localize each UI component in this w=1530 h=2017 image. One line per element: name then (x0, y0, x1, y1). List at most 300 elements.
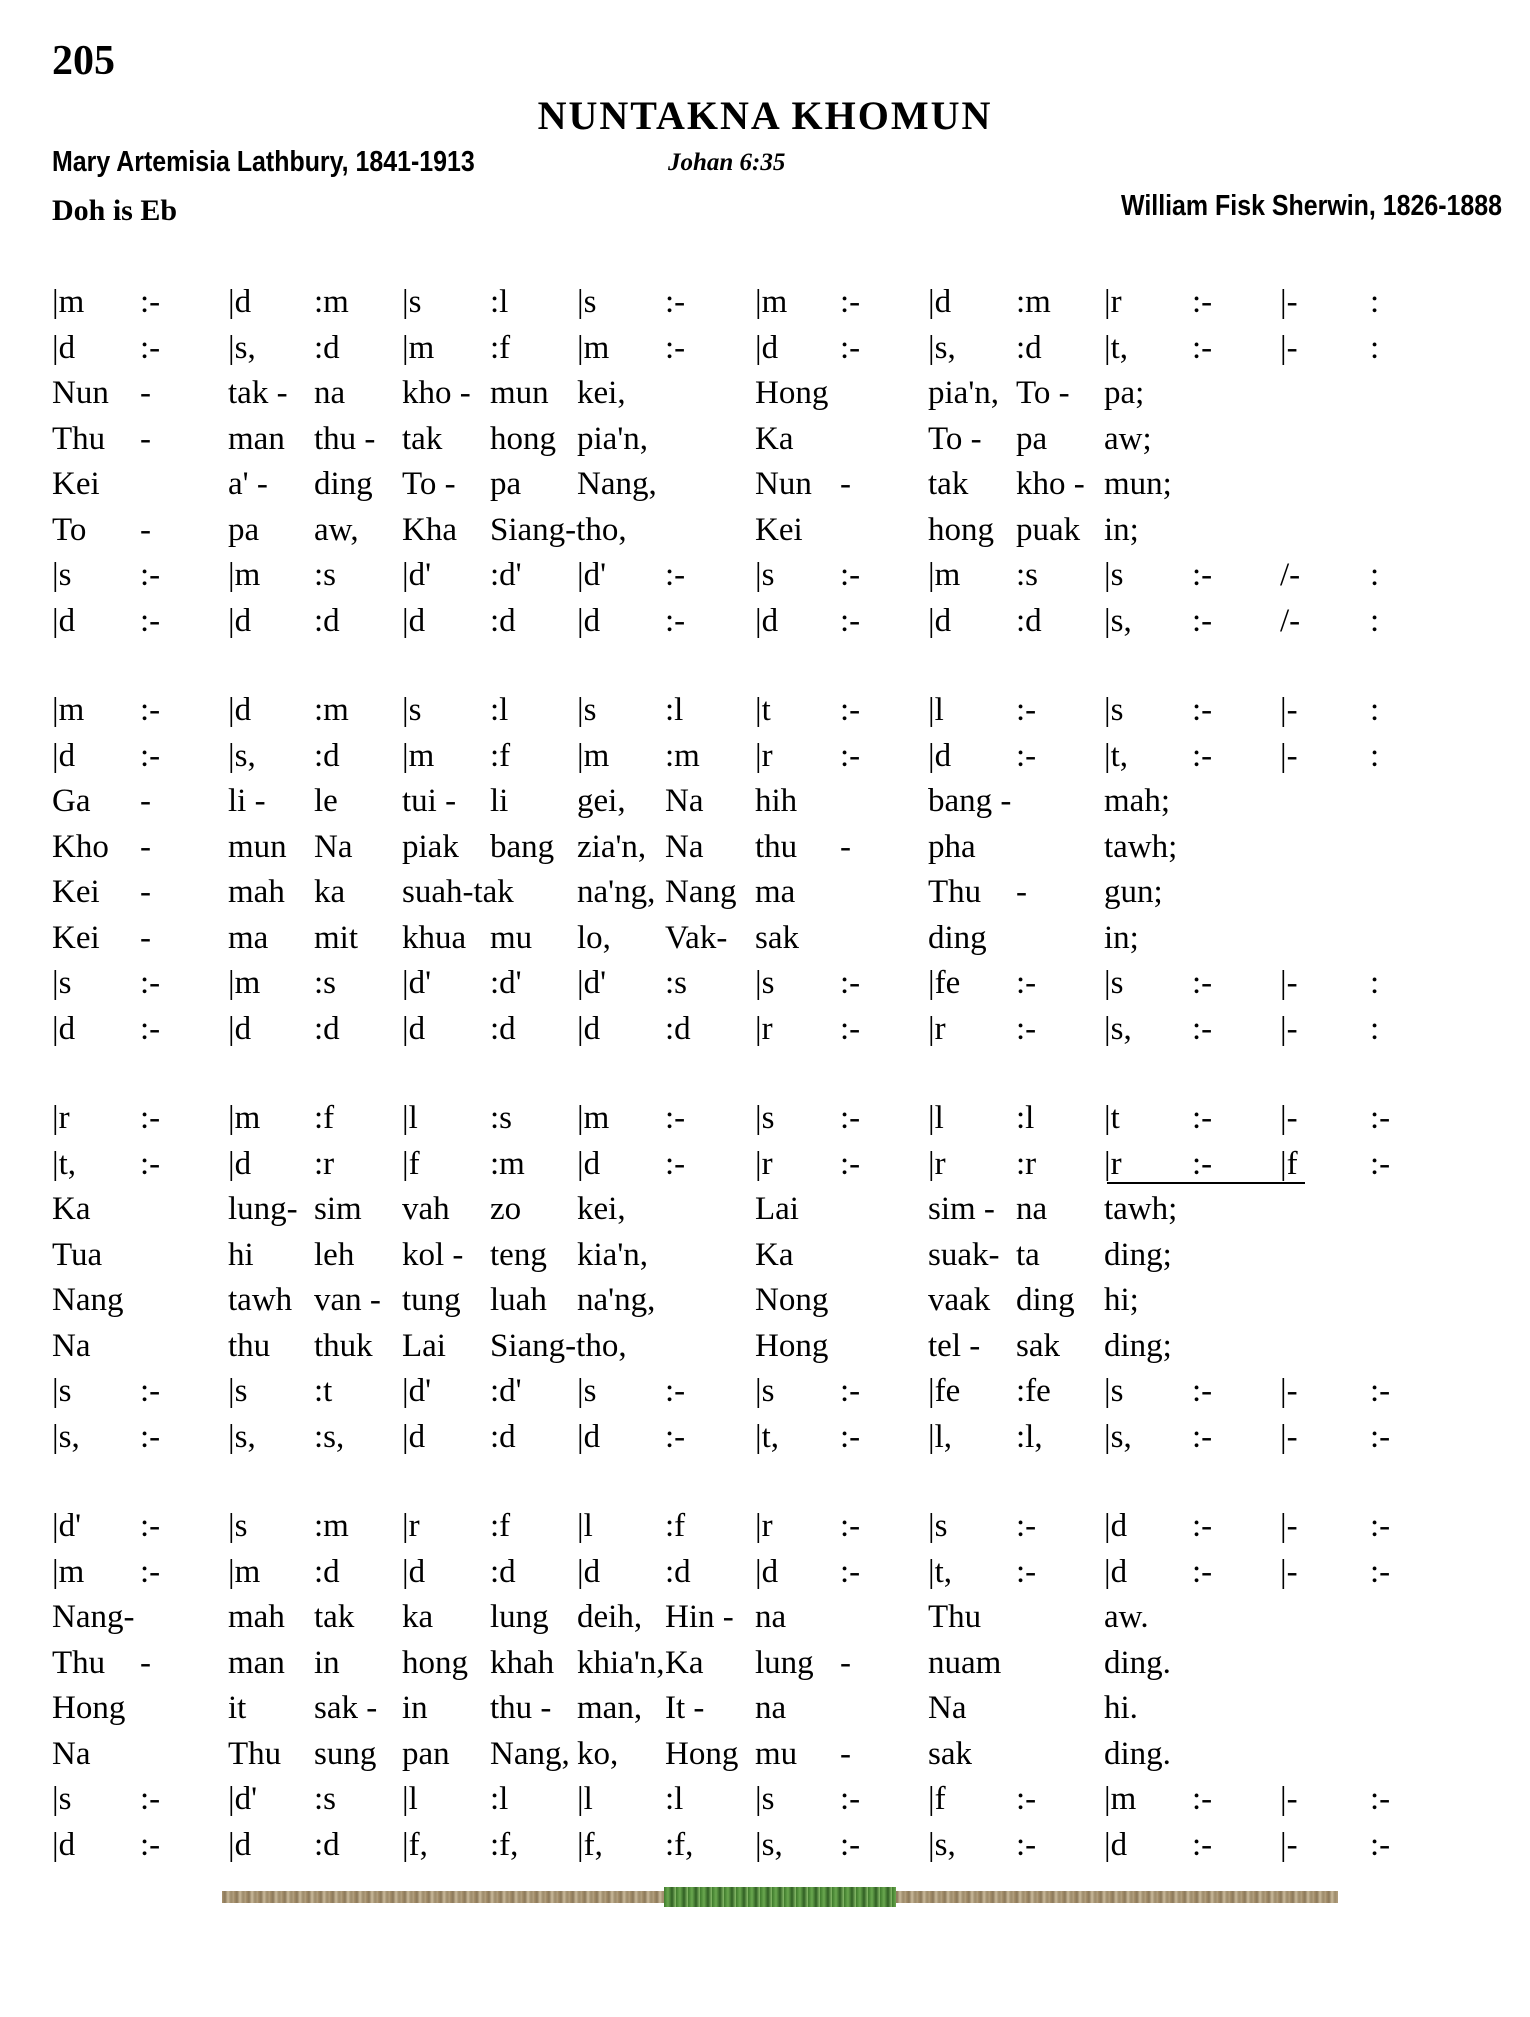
solfa-note: |d (52, 1010, 76, 1047)
solfa-note: |r (402, 1508, 420, 1544)
lyric-row (0, 508, 1530, 554)
solfa-note: |m (402, 737, 435, 774)
lyric-syllable: kol - (402, 1236, 464, 1273)
lyric-syllable: tui - (402, 783, 457, 819)
lyric-syllable: pa (1016, 420, 1048, 457)
solfa-note: |r (52, 1100, 70, 1136)
solfa-note: : (1370, 965, 1380, 1001)
lyric-syllable: li (490, 783, 509, 819)
lyric-syllable: hong (402, 1644, 468, 1681)
solfa-note: |fe (928, 965, 961, 1001)
lyric-syllable: suak- (928, 1236, 1000, 1273)
lyric-syllable: na (314, 375, 346, 411)
solfa-note: :- (1370, 1781, 1391, 1817)
solfa-note: :- (140, 692, 161, 728)
lyric-syllable: - (140, 828, 151, 865)
lyric-syllable: Nang, (490, 1735, 570, 1772)
solfa-note: |t, (1104, 329, 1129, 366)
composer: William Fisk Sherwin, 1826-1888 (1121, 190, 1502, 222)
lower-bass-row (0, 1007, 1530, 1053)
lyric-syllable: Tua (52, 1236, 103, 1273)
lyric-syllable: ding; (1104, 1327, 1172, 1364)
upper-bass-row (0, 1369, 1530, 1415)
solfa-note: : (1370, 737, 1380, 774)
solfa-note: :- (1370, 1373, 1391, 1409)
solfa-note: |d (577, 1010, 601, 1047)
lyricist: Mary Artemisia Lathbury, 1841-1913 (52, 146, 475, 178)
solfa-note: |l (928, 692, 944, 728)
solfa-note: :- (840, 1100, 861, 1136)
lyric-syllable: Thu (928, 1599, 982, 1635)
hymn-number: 205 (52, 38, 115, 84)
solfa-note: : (1370, 1010, 1380, 1047)
lower-voice-row (0, 1550, 1530, 1596)
solfa-note: :l (490, 1781, 509, 1817)
lyric-syllable: khia'n, (577, 1644, 665, 1681)
solfa-note: |d (402, 602, 426, 639)
lyric-syllable: Na (665, 783, 704, 819)
solfa-note: :f, (490, 1826, 519, 1863)
lyric-syllable: Kei (52, 466, 100, 502)
solfa-note: |d (755, 1553, 779, 1590)
lyric-syllable: man (228, 420, 285, 457)
solfa-note: :d (314, 329, 340, 366)
lyric-syllable: Na (665, 828, 704, 865)
lower-bass-row (0, 1415, 1530, 1461)
lyric-syllable: - (140, 783, 151, 819)
lyric-syllable: piak (402, 828, 459, 865)
lyric-syllable: mu (490, 919, 533, 956)
lyric-syllable: vaak (928, 1282, 991, 1318)
lyric-syllable: To (52, 511, 87, 548)
solfa-note: :f (490, 1508, 511, 1544)
lyric-row (0, 1324, 1530, 1370)
solfa-note: |s, (1104, 1418, 1132, 1455)
lyric-syllable: Thu (228, 1735, 282, 1772)
solfa-note: :- (140, 1145, 161, 1182)
lyric-syllable: Ka (665, 1644, 704, 1681)
solfa-note: |d (928, 737, 952, 774)
lyric-syllable: It - (665, 1690, 705, 1726)
solfa-note: |m (228, 965, 261, 1001)
lyric-syllable: Ga (52, 783, 91, 819)
lyric-syllable: Ka (52, 1191, 91, 1227)
solfa-note: :s (1016, 557, 1039, 593)
lower-bass-row (0, 1823, 1530, 1869)
lyric-syllable: khah (490, 1644, 555, 1681)
solfa-note: |d' (402, 557, 432, 593)
scripture-reference: Johan 6:35 (668, 149, 786, 176)
lyric-syllable: - (1016, 874, 1027, 910)
lyric-syllable: hih (755, 783, 798, 819)
solfa-note: :- (1016, 692, 1037, 728)
solfa-note: |r (755, 1145, 773, 1182)
solfa-note: |s, (52, 1418, 80, 1455)
solfa-note: |s, (1104, 602, 1132, 639)
solfa-note: :- (140, 1100, 161, 1136)
solfa-note: :- (1370, 1826, 1391, 1863)
solfa-note: :f (665, 1508, 686, 1544)
solfa-note: |- (1280, 1553, 1298, 1590)
lyric-syllable: a' - (228, 466, 268, 502)
lyric-syllable: tak (314, 1599, 355, 1635)
lyric-syllable: - (140, 874, 151, 910)
solfa-note: |d (577, 602, 601, 639)
solfa-note: :l (490, 284, 509, 320)
lyric-syllable: thu (755, 828, 798, 865)
lyric-syllable: man (228, 1644, 285, 1681)
lyric-syllable: thu - (314, 420, 376, 457)
lyric-syllable: gei, (577, 783, 626, 819)
solfa-note: :- (840, 692, 861, 728)
lower-voice-row (0, 326, 1530, 372)
solfa-note: :- (840, 1508, 861, 1544)
solfa-note: :- (140, 1508, 161, 1544)
solfa-note: /- (1280, 602, 1301, 639)
solfa-note: :m (490, 1145, 525, 1182)
stanza-3 (0, 1096, 1530, 1460)
lyric-syllable: Nong (755, 1282, 829, 1318)
solfa-note: :m (314, 1508, 349, 1544)
solfa-note: :- (840, 1781, 861, 1817)
lyric-syllable: kho - (402, 375, 471, 411)
solfa-note: |s (228, 1508, 248, 1544)
lyric-row (0, 870, 1530, 916)
solfa-note: :m (1016, 284, 1051, 320)
solfa-note: |- (1280, 737, 1298, 774)
lyric-syllable: Nang (52, 1282, 124, 1318)
lyric-syllable: - (140, 420, 151, 457)
solfa-note: :- (140, 737, 161, 774)
solfa-note: :l (665, 692, 684, 728)
lyric-syllable: Thu (52, 1644, 106, 1681)
lyric-syllable: Kei (755, 511, 803, 548)
lyric-syllable: tel - (928, 1327, 981, 1364)
solfa-note: |d (228, 1010, 252, 1047)
lyric-syllable: hong (928, 511, 994, 548)
solfa-note: |- (1280, 1418, 1298, 1455)
lyric-syllable: pha (928, 828, 976, 865)
lyric-syllable: Nang- (52, 1599, 135, 1635)
lyric-syllable: pa; (1104, 375, 1145, 411)
solfa-note: :t (314, 1373, 333, 1409)
solfa-note: |d (577, 1145, 601, 1182)
lower-bass-row (0, 599, 1530, 645)
solfa-note: |d (402, 1418, 426, 1455)
solfa-note: :- (140, 1373, 161, 1409)
solfa-note: |r (755, 1508, 773, 1544)
solfa-note: :m (665, 737, 700, 774)
upper-bass-row (0, 1777, 1530, 1823)
lyric-syllable: - (840, 828, 851, 865)
lyric-syllable: lung- (228, 1191, 298, 1227)
solfa-note: |d (52, 737, 76, 774)
lyric-syllable: aw. (1104, 1599, 1149, 1635)
lyric-syllable: ding; (1104, 1236, 1172, 1273)
solfa-note: :d' (490, 1373, 522, 1409)
lyric-syllable: Nun (755, 466, 812, 502)
solfa-note: :- (140, 1826, 161, 1863)
lyric-syllable: ma (755, 874, 796, 910)
solfa-note: :- (1370, 1145, 1391, 1182)
solfa-note: :- (665, 1373, 686, 1409)
solfa-note: |r (755, 1010, 773, 1047)
lyric-row (0, 1732, 1530, 1778)
solfa-note: |m (402, 329, 435, 366)
lyric-syllable: tung (402, 1282, 461, 1318)
solfa-note: |s (402, 284, 422, 320)
lyric-row (0, 371, 1530, 417)
solfa-note: |d (1104, 1508, 1128, 1544)
solfa-note: :- (1192, 602, 1213, 639)
lyric-syllable: Hin - (665, 1599, 734, 1635)
lyric-row (0, 462, 1530, 508)
solfa-note: |d (402, 1010, 426, 1047)
solfa-note: :d (314, 737, 340, 774)
lyric-syllable: mun (228, 828, 287, 865)
solfa-note: :- (140, 1781, 161, 1817)
solfa-note: |s, (928, 329, 956, 366)
solfa-note: |s (1104, 1373, 1124, 1409)
solfa-note: :s (665, 965, 688, 1001)
solfa-note: |d' (577, 557, 607, 593)
lyric-syllable: lung (755, 1644, 814, 1681)
solfa-note: :d (314, 1553, 340, 1590)
solfa-note: |l (402, 1781, 418, 1817)
solfa-note: :- (1192, 1100, 1213, 1136)
solfa-note: :- (840, 965, 861, 1001)
lyric-syllable: luah (490, 1282, 547, 1318)
lyric-syllable: Kho (52, 828, 109, 865)
lyric-syllable: van - (314, 1282, 381, 1318)
solfa-note: |d' (228, 1781, 258, 1817)
lyric-syllable: mun; (1104, 466, 1172, 502)
solfa-note: |fe (928, 1373, 961, 1409)
lyric-syllable: - (140, 375, 151, 411)
solfa-note: :r (314, 1145, 335, 1182)
solfa-note: |s (755, 557, 775, 593)
solfa-note: :- (1016, 737, 1037, 774)
solfa-note: |- (1280, 1373, 1298, 1409)
solfa-note: |d (52, 1826, 76, 1863)
lyric-syllable: - (840, 466, 851, 502)
lyric-syllable: nuam (928, 1644, 1002, 1681)
lyric-syllable: ding. (1104, 1644, 1171, 1681)
lower-voice-row (0, 1142, 1530, 1188)
solfa-note: :- (840, 1553, 861, 1590)
solfa-note: |s (52, 1781, 72, 1817)
solfa-note: :- (665, 284, 686, 320)
solfa-note: |- (1280, 329, 1298, 366)
solfa-note: :- (840, 602, 861, 639)
solfa-note: :- (665, 1418, 686, 1455)
lyric-syllable: lo, (577, 919, 611, 956)
solfa-note: :l (665, 1781, 684, 1817)
solfa-note: |d (928, 284, 952, 320)
solfa-note: |m (52, 1553, 85, 1590)
solfa-note: |m (228, 1100, 261, 1136)
lyric-syllable: To - (928, 420, 982, 457)
solfa-note: |s (228, 1373, 248, 1409)
lyric-syllable: Ka (755, 420, 794, 457)
solfa-note: |- (1280, 692, 1298, 728)
lyric-syllable: Hong (755, 375, 829, 411)
lyric-row (0, 825, 1530, 871)
solfa-note: :- (1192, 692, 1213, 728)
lyric-syllable: hi (228, 1236, 254, 1273)
solfa-note: :- (1192, 1418, 1213, 1455)
lyric-syllable: ko, (577, 1735, 619, 1772)
solfa-note: :r (1016, 1145, 1037, 1182)
lyric-syllable: deih, (577, 1599, 643, 1635)
solfa-note: :- (140, 1553, 161, 1590)
solfa-note: |s (52, 1373, 72, 1409)
lyric-syllable: pa (490, 466, 522, 502)
solfa-note: :d (665, 1010, 691, 1047)
solfa-note: :f (314, 1100, 335, 1136)
lyric-syllable: bang (490, 828, 555, 865)
solfa-note: |d (52, 329, 76, 366)
solfa-note: :- (665, 602, 686, 639)
solfa-note: |d (928, 602, 952, 639)
lyric-syllable: sak - (314, 1690, 378, 1726)
solfa-note: |t, (928, 1553, 953, 1590)
lyric-syllable: mah (228, 1599, 285, 1635)
solfa-note: :s (490, 1100, 513, 1136)
stanza-2 (0, 688, 1530, 1052)
solfa-note: |- (1280, 1508, 1298, 1544)
solfa-note: |m (577, 737, 610, 774)
lyric-syllable: na (755, 1599, 787, 1635)
solfa-note: |- (1280, 1100, 1298, 1136)
solfa-note: :- (840, 557, 861, 593)
lyric-syllable: - (140, 1644, 151, 1681)
solfa-note: |r (928, 1145, 946, 1182)
lyric-syllable: puak (1016, 511, 1081, 548)
solfa-note: |d (52, 602, 76, 639)
solfa-note: :- (1370, 1508, 1391, 1544)
solfa-note: :fe (1016, 1373, 1051, 1409)
lyric-syllable: sak (755, 919, 799, 956)
solfa-note: |s (52, 557, 72, 593)
lyric-syllable: Thu (928, 874, 982, 910)
lyric-syllable: mah; (1104, 783, 1170, 819)
lyric-syllable: sak (928, 1735, 972, 1772)
solfa-note: |f (928, 1781, 946, 1817)
solfa-note: |d' (577, 965, 607, 1001)
lyric-syllable: Kei (52, 874, 100, 910)
solfa-note: |s, (928, 1826, 956, 1863)
lyric-row (0, 1641, 1530, 1687)
lyric-syllable: na (755, 1690, 787, 1726)
lyric-syllable: vah (402, 1191, 450, 1227)
solfa-note: :f (490, 329, 511, 366)
lyric-syllable: tak - (228, 375, 288, 411)
solfa-note: |s (755, 1373, 775, 1409)
lyric-syllable: aw, (314, 511, 359, 548)
solfa-note: |s (1104, 557, 1124, 593)
lyric-syllable: tak (928, 466, 969, 502)
lyric-syllable: tawh; (1104, 1191, 1178, 1227)
lyric-syllable: sim - (928, 1191, 995, 1227)
solfa-note: |f (1280, 1145, 1298, 1182)
lyric-syllable: thu (228, 1327, 271, 1364)
solfa-note: :- (840, 1418, 861, 1455)
lyric-syllable: hi; (1104, 1282, 1139, 1318)
solfa-note: |m (577, 329, 610, 366)
solfa-note: /- (1280, 557, 1301, 593)
solfa-note: :d (1016, 602, 1042, 639)
solfa-note: :d' (490, 965, 522, 1001)
solfa-note: |m (928, 557, 961, 593)
lyric-syllable: pan (402, 1735, 450, 1772)
lyric-syllable: gun; (1104, 874, 1163, 910)
solfa-note: |- (1280, 1781, 1298, 1817)
lyric-syllable: pa (228, 511, 260, 548)
solfa-note: :- (140, 557, 161, 593)
solfa-note: |s (928, 1508, 948, 1544)
solfa-note: :d (490, 1010, 516, 1047)
lyric-syllable: sung (314, 1735, 377, 1772)
stanza-1 (0, 280, 1530, 644)
solfa-note: :m (314, 284, 349, 320)
solfa-note: :- (1192, 1508, 1213, 1544)
solfa-note: :- (1016, 1010, 1037, 1047)
solfa-note: :f, (665, 1826, 694, 1863)
lyric-syllable: Nang, (577, 466, 657, 502)
lyric-syllable: Vak- (665, 919, 728, 956)
lyric-syllable: na'ng, (577, 1282, 656, 1318)
lyric-syllable: ding (1016, 1282, 1075, 1318)
lyric-syllable: hi. (1104, 1690, 1138, 1726)
lyric-syllable: thu - (490, 1690, 552, 1726)
solfa-note: |d' (402, 1373, 432, 1409)
lyric-syllable: ma (228, 919, 269, 956)
solfa-note: |s (402, 692, 422, 728)
lyric-syllable: thuk (314, 1327, 373, 1364)
solfa-note: :- (665, 1145, 686, 1182)
solfa-note: |d (755, 329, 779, 366)
solfa-note: |d' (402, 965, 432, 1001)
lyric-syllable: ding (928, 919, 987, 956)
solfa-note: :- (840, 329, 861, 366)
solfa-note: :- (140, 1010, 161, 1047)
solfa-note: |d (402, 1553, 426, 1590)
solfa-note: |d' (52, 1508, 82, 1544)
lyric-syllable: in (314, 1644, 340, 1681)
solfa-note: :l (1016, 1100, 1035, 1136)
solfa-note: :d (490, 1553, 516, 1590)
lyric-syllable: lung (490, 1599, 549, 1635)
lyric-row (0, 916, 1530, 962)
solfa-note: |s, (228, 1418, 256, 1455)
lyric-syllable: - (840, 1735, 851, 1772)
lyric-syllable: khua (402, 919, 467, 956)
lyric-row (0, 1595, 1530, 1641)
lyric-syllable: sak (1016, 1327, 1060, 1364)
solfa-note: :- (1016, 965, 1037, 1001)
lyric-syllable: tawh (228, 1282, 293, 1318)
slur-underline (1107, 1182, 1305, 1184)
lyric-syllable: mu (755, 1735, 798, 1772)
upper-voice-row (0, 280, 1530, 326)
solfa-note: |d (228, 1145, 252, 1182)
lyric-syllable: tak (402, 420, 443, 457)
solfa-note: |m (228, 1553, 261, 1590)
solfa-note: :- (1192, 1373, 1213, 1409)
solfa-note: :- (1370, 1418, 1391, 1455)
solfa-note: |m (577, 1100, 610, 1136)
